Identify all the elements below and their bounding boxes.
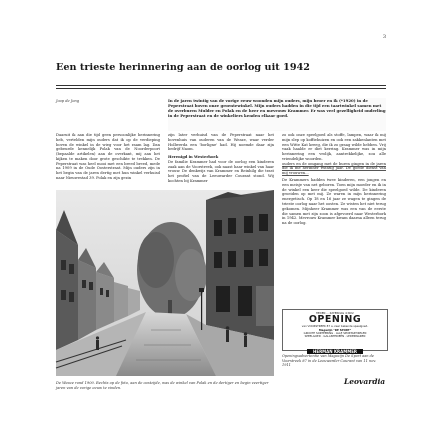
title-rule-bottom bbox=[56, 88, 386, 89]
photo-caption: De Weaze rond 1900. Rechts op de foto, aan de oostzijde, was de winkel van Polak en de dertiger en begin veertiger jaren van de vorige eeuw te vinden. bbox=[56, 381, 269, 390]
ad-top-line: HEDEN ... ZATERDAG 4 NOV. bbox=[315, 310, 355, 315]
column-1-text: Daaruit ik aan die tijd geen persoonlijke herinnering heb, vertelden mijn ouders dat ik op de verdieping boven de winkel in de wieg voor het raam lag. Dan gebeurde kennelijk Polak van de Noorderpoort (bepaalde artikelen) aan de overkant, mij aan het kijken te maken door grote geschikte te trekken. De Peperstraat was heel mooi met een breed breed, mede na 1909 in de Oude Oosterstraat. Mijn ouders zijn in het begin van de jaren dertig met hun winkel verhuisd naar Nieuwestad 39. Polak en zijn gezin bbox=[56, 133, 160, 181]
article-intro: In de jaren twintig van de vorige eeuw woonden mijn ouders, mijn broer en ik (*1920) in de Peperstraat boven onze groentewinkel. Mijn ouders hadden in die tijd een taartwinkel samen met de overburen Mulder en Polak en de heer en mevrouw Krammer. Er was veel gezelligheid onderling in de Peperstraat en de winkeliers kenden elkaar goed. bbox=[168, 98, 386, 131]
ad-headline: OPENING bbox=[308, 314, 362, 326]
text-column-3 bbox=[282, 133, 386, 303]
historic-street-photo bbox=[56, 190, 274, 376]
ad-line-3: Magazijn "DE SPORT" bbox=[318, 327, 352, 332]
ad-name-banner: HERMAN KRAMMER bbox=[307, 349, 363, 354]
column-2-subheading: Herenigd in Westerhoek bbox=[168, 155, 219, 160]
ad-line-2: van VOORSTREEK 87 a. zeer bekende speelgoed- bbox=[301, 324, 369, 329]
column-3-text-continued: De Krammers hadden twee kinderen, een jongen en een meisje van net geboren. Toen mijn moeder en ik in de winkel een keer die speelgoed wilde. De kinderen groeiden op met mij. Ze waren in mijn herinnering energetisch. Op 18 en 16 jaar ze wagen te gingen de trieste oorlog naar het oosten. Ze wisten het niet terug gekomen. Mijnheer Krammer was een van de eerste die samen met zijn zoon is afgevoerd naar Westerbork in 1942. Mevrouw Krammer kwam daarna alleen terug na de oorlog. bbox=[282, 178, 386, 226]
leovardia-logo: Leovardia bbox=[344, 377, 386, 386]
page-number: 3 bbox=[382, 34, 386, 40]
author-byline: Joop de Jong bbox=[56, 99, 79, 103]
article-title: Een trieste herinnering aan de oorlog uit 1942 bbox=[56, 62, 311, 73]
opening-advertisement bbox=[282, 309, 388, 355]
ad-line-5: SPEELGOED · GALANTERIEËN · LEDERWAREN bbox=[304, 334, 366, 339]
ad-line-4: GROOTE SORTEERING · ALLE SPORTARTIKELEN bbox=[303, 330, 367, 335]
column-2-text-continued: De familie Krammer had voor de oorlog een kinderen zaak aan de Voorstreek, ook naast haar winkel van haar vrouw. De denkwijz van Krammer en Reinhilg die trast het profiel van de Leeuwarder Courant stond. Wij kochten bij Krammer bbox=[168, 159, 274, 184]
title-rule-top bbox=[56, 85, 386, 86]
column-3-underlined-text: ouders en de omgang met de buren gingen in de jaren die ik me herinner twintig jaar. De goede dienst van mij vrouwen... bbox=[282, 161, 386, 176]
advertisement-caption: Openingsadvertentie van Magazijn De Sport aan de Voorstreek 87 in de Leeuwarder Courant van 11 nov. 1911 bbox=[282, 354, 377, 367]
text-column-1 bbox=[56, 133, 160, 189]
column-2-text: zijn later verhuisd van de Peperstraat naar het bovenhuis van ouderen van de Weaze, waar verder Hollwerda een 'borligne' had. Hij noemde daar zijn bedrijf Naom. bbox=[168, 133, 274, 152]
column-3-text: zo ook onze speelgoed als stoffe, lampen, waar ik mij mijn slep op koffiehuizen en ook een zakkenlanten met een Witte Kat kreeg, die ik zo graag wilde hebben. Vrij vaak haalde er diet kerring. Krammer was in mijn herinnering een vrolijk, aantrekkelijke, zou alle vriendelijke woorden. bbox=[282, 133, 386, 161]
